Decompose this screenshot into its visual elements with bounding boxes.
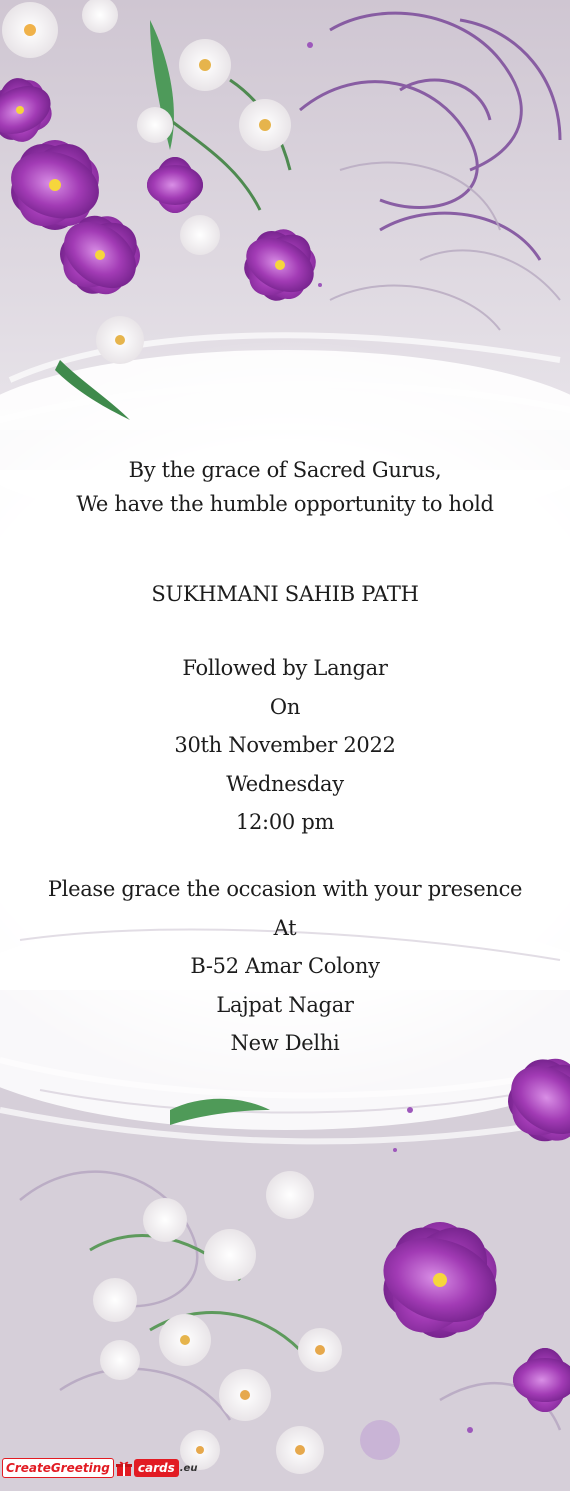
on-label: On [269,694,301,719]
at-label: At [273,915,297,940]
address-line-2: Lajpat Nagar [216,992,354,1017]
event-block [0,575,570,614]
logo-text-domain: .eu [179,1462,198,1474]
event-date: 30th November 2022 [174,733,396,757]
watermark-logo[interactable] [2,1452,197,1484]
address-line-3: New Delhi [230,1031,340,1055]
venue-block [0,870,570,1063]
address-line-1: B-52 Amar Colony [190,954,380,978]
greeting-line-2: We have the humble opportunity to hold [76,491,494,516]
event-time: 12:00 pm [235,810,335,834]
event-weekday: Wednesday [226,771,344,796]
greeting-line-1: By the grace of Sacred Gurus, [128,458,442,482]
logo-text-cards: cards [134,1459,179,1477]
logo-text-create: CreateGreeting [2,1458,114,1478]
followed-by-line: Followed by Langar [182,656,388,680]
gift-icon [115,1459,133,1477]
request-line: Please grace the occasion with your presence [47,877,523,901]
event-name: SUKHMANI SAHIB PATH [151,582,419,606]
details-block [0,649,570,842]
invitation-text [0,451,570,523]
